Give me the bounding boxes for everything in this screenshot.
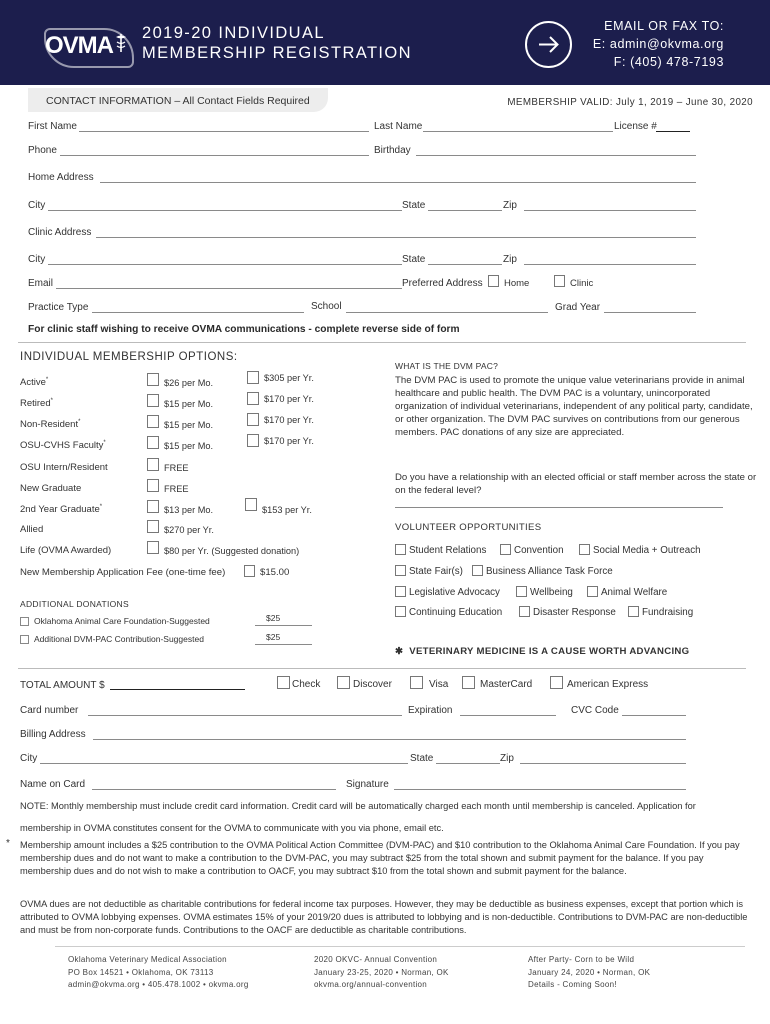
home-zip-field[interactable] — [524, 210, 696, 211]
volunteer-option-label: Student Relations — [409, 545, 487, 556]
volunteer-option-label: Fundraising — [642, 607, 694, 618]
membership-valid: MEMBERSHIP VALID: July 1, 2019 – June 30, 2020 — [507, 97, 753, 108]
new-fee-amount: $15.00 — [260, 567, 290, 578]
oacf-donation-checkbox[interactable] — [20, 617, 29, 626]
membership-option-label — [20, 377, 48, 388]
new-fee-label: New Membership Application Fee (one-time fee) — [20, 567, 226, 578]
membership-monthly-checkbox[interactable] — [147, 458, 159, 471]
donations-heading: ADDITIONAL DONATIONS — [20, 599, 129, 609]
clinic-zip-field[interactable] — [524, 264, 696, 265]
new-fee-checkbox[interactable] — [244, 565, 255, 577]
volunteer-option-label: Animal Welfare — [601, 587, 668, 598]
note-monthly-1: NOTE: Monthly membership must include credit card information. Credit card will be automatically charged each month until membership is canceled. Application for — [20, 801, 696, 811]
billing-city-field[interactable] — [40, 763, 408, 764]
volunteer-checkbox[interactable] — [519, 606, 530, 617]
preferred-clinic-label: Clinic — [570, 278, 594, 289]
volunteer-option-label: Legislative Advocacy — [409, 587, 500, 598]
clinic-state-field[interactable] — [428, 264, 502, 265]
home-address-label: Home Address — [28, 172, 94, 183]
footer-col1-line: Oklahoma Veterinary Medical Association — [68, 955, 227, 964]
cvc-label: CVC Code — [571, 705, 619, 716]
membership-option-name: Life (OVMA Awarded) — [20, 545, 112, 556]
footer-col2-line: January 23-25, 2020 • Norman, OK — [314, 967, 449, 977]
volunteer-checkbox[interactable] — [395, 606, 406, 617]
membership-monthly-price: $270 per Yr. — [164, 525, 214, 535]
membership-yearly-checkbox[interactable] — [247, 392, 259, 405]
membership-monthly-price: $15 per Mo. — [164, 420, 214, 430]
volunteer-checkbox[interactable] — [472, 565, 483, 576]
home-city-label: City — [28, 200, 46, 211]
contact-heading: CONTACT INFORMATION – All Contact Fields Required — [46, 95, 310, 107]
asterisk-icon: ✱ — [395, 646, 404, 657]
card-number-label: Card number — [20, 705, 79, 716]
total-amount-field[interactable] — [110, 689, 245, 690]
email-fax-heading: EMAIL OR FAX TO: — [604, 19, 724, 33]
volunteer-checkbox[interactable] — [587, 586, 598, 597]
home-address-field[interactable] — [100, 182, 696, 183]
membership-yearly-price: $170 per Yr. — [264, 394, 314, 404]
form-title-line2: MEMBERSHIP REGISTRATION — [142, 44, 412, 62]
membership-monthly-price: $13 per Mo. — [164, 505, 214, 515]
footer-col3-line: After Party- Corn to be Wild — [528, 955, 635, 964]
volunteer-option-label: Social Media + Outreach — [593, 545, 701, 556]
note-monthly-2: membership in OVMA constitutes consent for the OVMA to communicate with you via phone, email etc. — [20, 823, 444, 833]
oacf-donation-amount: $25 — [266, 613, 281, 623]
volunteer-option-label: Wellbeing — [530, 587, 573, 598]
preferred-clinic-checkbox[interactable] — [554, 275, 565, 287]
phone-label: Phone — [28, 145, 57, 156]
membership-option-name: Allied — [20, 524, 44, 535]
membership-yearly-price: $170 per Yr. — [264, 415, 314, 425]
submit-arrow-button[interactable] — [525, 21, 572, 68]
membership-option-asterisk: * — [50, 398, 53, 404]
divider-1 — [18, 342, 746, 343]
membership-yearly-price: $153 per Yr. — [262, 505, 312, 515]
membership-option-label — [20, 419, 80, 430]
check-label: Check — [292, 679, 321, 690]
volunteer-checkbox[interactable] — [579, 544, 590, 555]
billing-address-field[interactable] — [93, 739, 686, 740]
membership-yearly-checkbox[interactable] — [245, 498, 257, 511]
membership-yearly-checkbox[interactable] — [247, 413, 259, 426]
pac-donation-field[interactable] — [255, 644, 312, 645]
last-name-label: Last Name — [374, 121, 423, 132]
last-name-field[interactable] — [423, 131, 613, 132]
volunteer-checkbox[interactable] — [395, 565, 406, 576]
volunteer-option-label: Disaster Response — [533, 607, 616, 618]
footer-col1-line: PO Box 14521 • Oklahoma, OK 73113 — [68, 967, 214, 977]
volunteer-option-label: State Fair(s) — [409, 566, 463, 577]
first-name-field[interactable] — [79, 131, 369, 132]
clinic-staff-note: For clinic staff wishing to receive OVMA communications - complete reverse side of form — [28, 324, 460, 335]
footer-col1-line: admin@okvma.org • 405.478.1002 • okvma.org — [68, 980, 249, 989]
check-checkbox[interactable] — [277, 676, 290, 689]
membership-monthly-price: $80 per Yr. (Suggested donation) — [164, 546, 300, 556]
tagline — [395, 646, 689, 657]
membership-option-name: 2nd Year Graduate — [20, 504, 100, 516]
note-membership-amount: Membership amount includes a $25 contribution to the OVMA Political Action Committee (DVM-PAC) and $10 contribution to the Oklahoma Animal Care Foundation. If you pay membership dues and do not want to make a contribution to the DVM-PAC, you may subtract $25 from the total shown and submit payment for the balance. If you pay membership dues and do not wish to make a contribution to OACF, you may subtract $10 from the total shown and submit payment for the balance. — [20, 840, 740, 876]
membership-option-name: Non-Resident — [20, 419, 79, 431]
membership-options-heading: INDIVIDUAL MEMBERSHIP OPTIONS: — [20, 351, 238, 363]
form-title-line1: 2019-20 INDIVIDUAL — [142, 24, 325, 42]
discover-checkbox[interactable] — [337, 676, 350, 689]
pac-donation-label: Additional DVM-PAC Contribution-Suggested — [34, 634, 204, 644]
membership-option-label — [20, 462, 108, 473]
grad-year-label: Grad Year — [555, 302, 601, 313]
arrow-right-icon — [527, 23, 570, 66]
membership-yearly-price: $170 per Yr. — [264, 436, 314, 446]
membership-monthly-checkbox[interactable] — [147, 520, 159, 533]
volunteer-option-label: Business Alliance Task Force — [486, 566, 613, 577]
billing-zip-label: Zip — [500, 753, 514, 764]
pac-donation-checkbox[interactable] — [20, 635, 29, 644]
membership-option-asterisk: * — [99, 504, 103, 510]
birthday-label: Birthday — [374, 145, 411, 156]
membership-monthly-checkbox[interactable] — [147, 541, 159, 554]
volunteer-checkbox[interactable] — [628, 606, 639, 617]
volunteer-checkbox[interactable] — [395, 544, 406, 555]
preferred-home-checkbox[interactable] — [488, 275, 499, 287]
membership-option-label — [20, 483, 81, 494]
footer-divider — [55, 946, 745, 947]
membership-monthly-checkbox[interactable] — [147, 436, 159, 449]
logo: OVMA — [45, 32, 113, 59]
membership-monthly-checkbox[interactable] — [147, 394, 159, 407]
billing-state-label: State — [410, 753, 434, 764]
school-field[interactable] — [346, 312, 548, 313]
membership-option-name: Active — [20, 377, 46, 389]
license-field[interactable] — [656, 131, 690, 132]
volunteer-checkbox[interactable] — [395, 586, 406, 597]
membership-monthly-checkbox[interactable] — [147, 415, 159, 428]
membership-option-name: OSU-CVHS Faculty — [20, 440, 104, 452]
pac-relationship-field[interactable] — [395, 507, 723, 508]
name-on-card-field[interactable] — [92, 789, 336, 790]
amex-checkbox[interactable] — [550, 676, 563, 689]
amex-label: American Express — [567, 679, 649, 690]
volunteer-option-label: Continuing Education — [409, 607, 503, 618]
billing-state-field[interactable] — [436, 763, 500, 764]
discover-label: Discover — [353, 679, 392, 690]
practice-type-field[interactable] — [92, 312, 304, 313]
clinic-address-label: Clinic Address — [28, 227, 92, 238]
license-label: License # — [614, 121, 657, 132]
expiration-label: Expiration — [408, 705, 453, 716]
membership-option-asterisk: * — [45, 377, 49, 383]
membership-yearly-price: $305 per Yr. — [264, 373, 314, 383]
expiration-field[interactable] — [460, 715, 556, 716]
visa-checkbox[interactable] — [410, 676, 423, 689]
email-field[interactable] — [56, 288, 402, 289]
volunteer-checkbox[interactable] — [516, 586, 527, 597]
visa-label: Visa — [429, 679, 449, 690]
volunteer-heading: VOLUNTEER OPPORTUNITIES — [395, 522, 542, 533]
billing-address-label: Billing Address — [20, 729, 86, 740]
home-state-field[interactable] — [428, 210, 502, 211]
footer-col2-line: okvma.org/annual-convention — [314, 980, 428, 989]
note-asterisk: * — [6, 838, 10, 849]
footer-col2-line: 2020 OKVC- Annual Convention — [314, 955, 438, 964]
membership-option-label — [20, 398, 53, 409]
home-zip-label: Zip — [503, 200, 517, 211]
mastercard-label: MasterCard — [480, 679, 533, 690]
signature-label: Signature — [346, 779, 389, 790]
membership-monthly-price: $15 per Mo. — [164, 399, 214, 409]
clinic-zip-label: Zip — [503, 254, 517, 265]
membership-monthly-checkbox[interactable] — [147, 479, 159, 492]
membership-monthly-checkbox[interactable] — [147, 500, 159, 513]
preferred-address-label: Preferred Address — [402, 278, 483, 289]
footer-col3-line: January 24, 2020 • Norman, OK — [528, 967, 651, 977]
pac-donation-amount: $25 — [266, 632, 281, 642]
membership-option-asterisk: * — [78, 419, 81, 425]
membership-option-name: Retired — [20, 398, 51, 410]
volunteer-checkbox[interactable] — [500, 544, 511, 555]
preferred-home-label: Home — [504, 278, 530, 289]
membership-yearly-checkbox[interactable] — [247, 371, 259, 384]
membership-monthly-price: $26 per Mo. — [164, 378, 214, 388]
clinic-city-field[interactable] — [48, 264, 402, 265]
name-on-card-label: Name on Card — [20, 779, 86, 790]
cvc-field[interactable] — [622, 715, 686, 716]
clinic-city-label: City — [28, 254, 46, 265]
signature-field[interactable] — [394, 789, 686, 790]
home-city-field[interactable] — [48, 210, 402, 211]
tagline-text: VETERINARY MEDICINE IS A CAUSE WORTH ADVANCING — [409, 646, 690, 657]
membership-option-label — [20, 524, 43, 535]
footer-col3-line: Details - Coming Soon! — [528, 980, 617, 989]
first-name-label: First Name — [28, 121, 77, 132]
oacf-donation-label: Oklahoma Animal Care Foundation-Suggested — [34, 616, 210, 626]
membership-option-asterisk: * — [103, 440, 106, 446]
birthday-field[interactable] — [416, 155, 696, 156]
membership-monthly-price: FREE — [164, 484, 189, 494]
contact-email[interactable]: E: admin@okvma.org — [592, 37, 724, 51]
membership-option-name: New Graduate — [20, 483, 82, 494]
billing-zip-field[interactable] — [520, 763, 686, 764]
divider-2 — [18, 668, 746, 669]
pac-heading: WHAT IS THE DVM PAC? — [395, 361, 499, 371]
total-amount-label: TOTAL AMOUNT $ — [20, 680, 105, 691]
mastercard-checkbox[interactable] — [462, 676, 475, 689]
practice-type-label: Practice Type — [28, 302, 89, 313]
membership-monthly-checkbox[interactable] — [147, 373, 159, 386]
clinic-state-label: State — [402, 254, 426, 265]
oacf-donation-field[interactable] — [255, 625, 312, 626]
contact-fax: F: (405) 478-7193 — [613, 55, 724, 69]
clinic-address-field[interactable] — [96, 237, 696, 238]
grad-year-field[interactable] — [604, 312, 696, 313]
membership-monthly-price: $15 per Mo. — [164, 441, 214, 451]
membership-yearly-checkbox[interactable] — [247, 434, 259, 447]
card-number-field[interactable] — [88, 715, 402, 716]
membership-option-label — [20, 440, 106, 451]
pac-description: The DVM PAC is used to promote the unique value veterinarians provide in animal healthcare and public health. The DVM PAC is a voluntary, unincorporated organization of individual veterinarians, independent of any political party, candidate, or other organization. The DVM PAC survives on contributions from our generous members. PAC donations of any size are appreciated. — [395, 375, 753, 438]
caduceus-icon — [114, 33, 128, 53]
membership-option-label — [20, 504, 102, 515]
note-tax-deductible: OVMA dues are not deductible as charitable contributions for federal income tax purposes. However, they may be deductible as business expenses, except that portion which is attributed to OVMA lobbying expenses. OVMA estimates 15% of your 2019/20 dues is attributed to lobbying and is non-deductible. Contributions to DVM-PAC are non-deductible and must be from non-corporate funds. Contributions to the OACF are deductible as charitable contributions. — [20, 899, 748, 935]
pac-question: Do you have a relationship with an elected official or staff member across the state or on the federal level? — [395, 472, 757, 496]
membership-monthly-price: FREE — [164, 463, 189, 473]
membership-option-label — [20, 545, 111, 556]
home-state-label: State — [402, 200, 426, 211]
membership-option-name: OSU Intern/Resident — [20, 462, 108, 473]
page-header — [0, 0, 770, 85]
volunteer-option-label: Convention — [514, 545, 564, 556]
phone-field[interactable] — [60, 155, 369, 156]
email-label: Email — [28, 278, 54, 289]
school-label: School — [311, 301, 342, 312]
billing-city-label: City — [20, 753, 38, 764]
